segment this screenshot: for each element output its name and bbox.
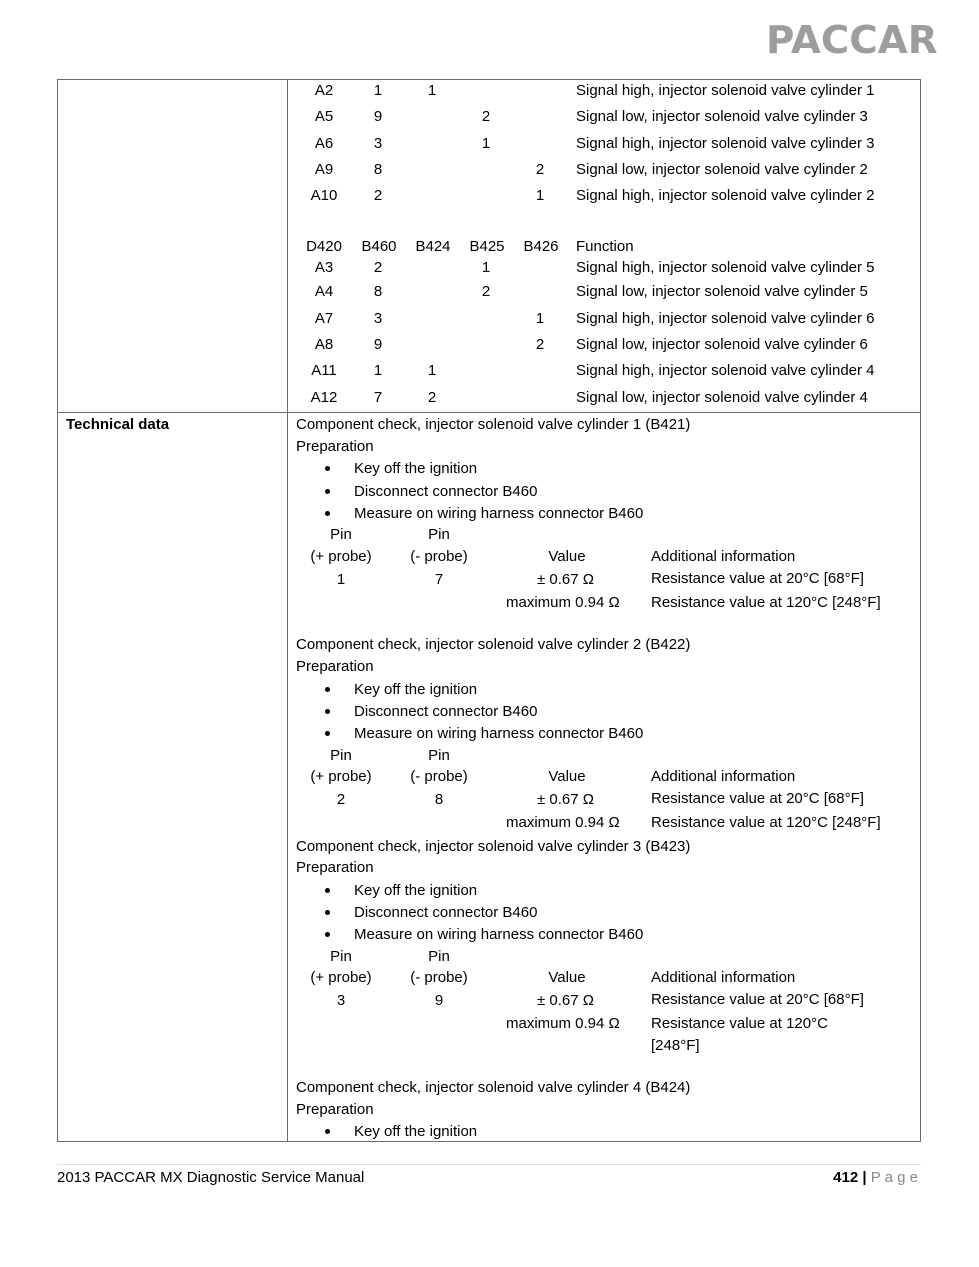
check-title: Component check, injector solenoid valve cylinder 2 (B422) <box>296 636 691 653</box>
pin-plus-value: 1 <box>336 571 346 588</box>
preparation-label: Preparation <box>296 859 374 876</box>
step-item: Disconnect connector B460 <box>354 703 538 720</box>
header-plus-probe: (+ probe) <box>310 548 372 565</box>
footer-rule <box>57 1164 921 1165</box>
cell-function: Signal high, injector solenoid valve cylinder 4 <box>576 362 875 379</box>
check-title: Component check, injector solenoid valve cylinder 4 (B424) <box>296 1079 691 1096</box>
bullet-icon <box>325 888 330 893</box>
resistance-max-info: Resistance value at 120°C <box>651 1015 828 1032</box>
header-value: Value <box>548 548 586 565</box>
cell-d420: A5 <box>314 108 334 125</box>
header-function: Function <box>576 238 634 255</box>
header-value: Value <box>548 768 586 785</box>
cell-b460: 3 <box>373 135 383 152</box>
bullet-icon <box>325 1129 330 1134</box>
bullet-icon <box>325 489 330 494</box>
cell-d420: A4 <box>314 283 334 300</box>
technical-data-label: Technical data <box>66 416 170 433</box>
cell-b460: 2 <box>373 259 383 276</box>
resistance-max-info-cont: [248°F] <box>651 1037 700 1054</box>
preparation-label: Preparation <box>296 438 374 455</box>
check-title: Component check, injector solenoid valve cylinder 3 (B423) <box>296 838 691 855</box>
cell-b425: 2 <box>481 108 491 125</box>
cell-b424: 2 <box>427 389 437 406</box>
header-d420: D420 <box>306 238 342 255</box>
cell-b426: 2 <box>535 336 545 353</box>
resistance-max-value: maximum 0.94 Ω <box>506 1015 620 1032</box>
step-item: Measure on wiring harness connector B460 <box>354 926 644 943</box>
cell-function: Signal low, injector solenoid valve cylinder 5 <box>576 283 868 300</box>
bullet-icon <box>325 687 330 692</box>
resistance-info: Resistance value at 20°C [68°F] <box>651 790 864 807</box>
cell-function: Signal low, injector solenoid valve cylinder 2 <box>576 161 868 178</box>
header-b426: B426 <box>523 238 559 255</box>
cell-d420: A3 <box>314 259 334 276</box>
preparation-label: Preparation <box>296 1101 374 1118</box>
cell-function: Signal high, injector solenoid valve cylinder 2 <box>576 187 875 204</box>
page-number <box>833 1169 918 1187</box>
resistance-max-info: Resistance value at 120°C [248°F] <box>651 814 881 831</box>
footer-title: 2013 PACCAR MX Diagnostic Service Manual <box>57 1169 365 1186</box>
cell-b460: 7 <box>373 389 383 406</box>
step-item: Measure on wiring harness connector B460 <box>354 725 644 742</box>
paccar-logo: PACCAR <box>766 18 938 62</box>
header-pin-plus: Pin <box>330 747 352 764</box>
row-divider <box>57 412 921 413</box>
cell-function: Signal low, injector solenoid valve cylinder 4 <box>576 389 868 406</box>
cell-function: Signal high, injector solenoid valve cylinder 6 <box>576 310 875 327</box>
step-item: Key off the ignition <box>354 882 478 899</box>
step-item: Disconnect connector B460 <box>354 483 538 500</box>
pin-plus-value: 2 <box>336 791 346 808</box>
bullet-icon <box>325 511 330 516</box>
cell-b460: 8 <box>373 161 383 178</box>
pin-minus-value: 9 <box>434 992 444 1009</box>
cell-d420: A11 <box>311 362 337 379</box>
cell-b460: 2 <box>373 187 383 204</box>
step-item: Disconnect connector B460 <box>354 904 538 921</box>
header-plus-probe: (+ probe) <box>310 768 372 785</box>
step-item: Key off the ignition <box>354 681 478 698</box>
bullet-icon <box>325 910 330 915</box>
cell-b426: 1 <box>535 310 545 327</box>
header-minus-probe: (- probe) <box>410 768 468 785</box>
cell-b425: 1 <box>481 259 491 276</box>
cell-function: Signal high, injector solenoid valve cylinder 3 <box>576 135 875 152</box>
pin-minus-value: 8 <box>434 791 444 808</box>
cell-function: Signal low, injector solenoid valve cylinder 6 <box>576 336 868 353</box>
header-additional-info: Additional information <box>651 768 796 785</box>
header-minus-probe: (- probe) <box>410 548 468 565</box>
resistance-info: Resistance value at 20°C [68°F] <box>651 570 864 587</box>
bullet-icon <box>325 709 330 714</box>
cell-d420: A2 <box>314 82 334 99</box>
cell-b460: 1 <box>373 82 383 99</box>
bullet-icon <box>325 466 330 471</box>
header-additional-info: Additional information <box>651 969 796 986</box>
resistance-info: Resistance value at 20°C [68°F] <box>651 991 864 1008</box>
header-plus-probe: (+ probe) <box>310 969 372 986</box>
resistance-max-value: maximum 0.94 Ω <box>506 594 620 611</box>
header-b424: B424 <box>415 238 451 255</box>
header-value: Value <box>548 969 586 986</box>
bullet-icon <box>325 731 330 736</box>
cell-function: Signal high, injector solenoid valve cylinder 1 <box>576 82 875 99</box>
resistance-max-value: maximum 0.94 Ω <box>506 814 620 831</box>
cell-d420: A6 <box>314 135 334 152</box>
header-pin-plus: Pin <box>330 948 352 965</box>
cell-function: Signal low, injector solenoid valve cylinder 3 <box>576 108 868 125</box>
page-number-value: 412 <box>833 1169 859 1186</box>
cell-b426: 1 <box>535 187 545 204</box>
cell-function: Signal high, injector solenoid valve cylinder 5 <box>576 259 875 276</box>
check-title: Component check, injector solenoid valve cylinder 1 (B421) <box>296 416 691 433</box>
step-item: Key off the ignition <box>354 460 478 477</box>
header-pin-minus: Pin <box>428 747 450 764</box>
bullet-icon <box>325 932 330 937</box>
cell-d420: A12 <box>310 389 338 406</box>
column-divider <box>287 79 288 1142</box>
page-label: P a g e <box>870 1169 918 1186</box>
cell-b424: 1 <box>427 362 437 379</box>
cell-d420: A8 <box>314 336 334 353</box>
cell-b460: 8 <box>373 283 383 300</box>
resistance-value: ± 0.67 Ω <box>537 571 594 588</box>
cell-b460: 9 <box>373 336 383 353</box>
header-minus-probe: (- probe) <box>410 969 468 986</box>
cell-d420: A10 <box>310 187 338 204</box>
header-b460: B460 <box>361 238 397 255</box>
cell-d420: A7 <box>314 310 334 327</box>
cell-d420: A9 <box>314 161 334 178</box>
cell-b425: 1 <box>481 135 491 152</box>
cell-b426: 2 <box>535 161 545 178</box>
step-item: Measure on wiring harness connector B460 <box>354 505 644 522</box>
cell-b424: 1 <box>427 82 437 99</box>
header-pin-minus: Pin <box>428 526 450 543</box>
step-item: Key off the ignition <box>354 1123 478 1140</box>
preparation-label: Preparation <box>296 658 374 675</box>
cell-b460: 9 <box>373 108 383 125</box>
pin-plus-value: 3 <box>336 992 346 1009</box>
resistance-value: ± 0.67 Ω <box>537 992 594 1009</box>
cell-b460: 1 <box>373 362 383 379</box>
cell-b425: 2 <box>481 283 491 300</box>
page-separator: | <box>862 1169 867 1186</box>
resistance-value: ± 0.67 Ω <box>537 791 594 808</box>
header-pin-minus: Pin <box>428 948 450 965</box>
header-pin-plus: Pin <box>330 526 352 543</box>
header-additional-info: Additional information <box>651 548 796 565</box>
pin-minus-value: 7 <box>434 571 444 588</box>
header-b425: B425 <box>469 238 505 255</box>
resistance-max-info: Resistance value at 120°C [248°F] <box>651 594 881 611</box>
cell-b460: 3 <box>373 310 383 327</box>
